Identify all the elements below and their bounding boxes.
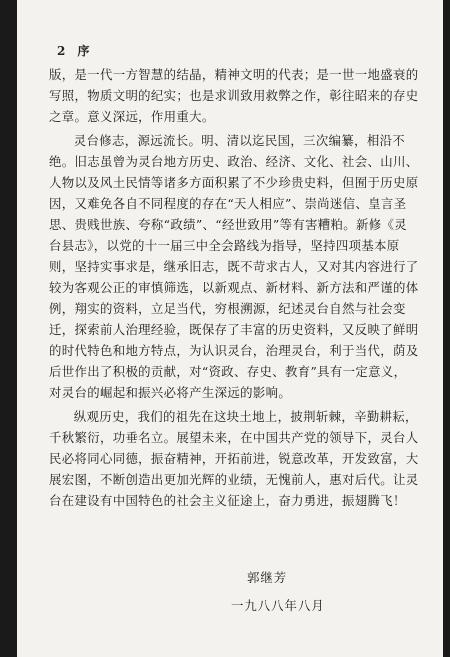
page-number-header: 2 序: [57, 44, 94, 58]
signature-date: 一九八八年八月: [231, 598, 325, 613]
paragraph-outlook: 纵观历史，我们的祖先在这块土地上，披荆斩棘，辛勤耕耘，千秋繁衍，功垂名立。展望未来，在中国共产党的领导下，灵台人民必将同心同德，振奋精神，开拓前进，锐意改革，开发致富，大展宏图，不断创造出更加光辉的业绩，无愧前人，惠对后代。让灵台在建设有中国特色的社会主义征途上，奋力勇进，振翅腾飞！: [49, 409, 419, 508]
preface-text: [49, 64, 419, 511]
paragraph-history-of-gazetteer: 灵台修志，源远流长。明、清以迄民国，三次编纂，相沿不绝。旧志虽曾为灵台地方历史、政治、经济、文化、社会、山川、人物以及风土民情等诸多方面积累了不少珍贵史料，但囿于历史原因，又难免各自不同程度的存在“天人相应”、崇尚迷信、皇言圣思、贵贱世族、夸称“政绩”、“经世致用”等有害糟粕。新修《灵台县志》，以党的十一届三中全会路线为指导，坚持四项基本原则，坚持实事求是，继承旧志，既不苛求古人，又对其内容进行了较为客观公正的审慎筛选，以新观点、新材料、新方法和严谨的体例，翔实的资料，立足当代，穷根溯源，纪述灵台自然与社会变迁，探索前人治理经验，既保存了丰富的历史资料，又反映了鲜明的时代特色和地方特点，为认识灵台，治理灵台，利于当代，荫及后世作出了积极的贡献，对“资政、存史、教育”具有一定意义，对灵台的崛起和振兴必将产生深远的影响。: [49, 133, 419, 400]
document-page: [17, 0, 443, 657]
author-signature: 郭继芳: [247, 570, 288, 585]
paragraph-continued: 版，是一代一方智慧的结晶，精神文明的代表；是一世一地盛衰的写照，物质文明的纪实；也是求训致用救弊之作，彰往昭来的存史之章。意义深远，作用重大。: [49, 67, 419, 124]
